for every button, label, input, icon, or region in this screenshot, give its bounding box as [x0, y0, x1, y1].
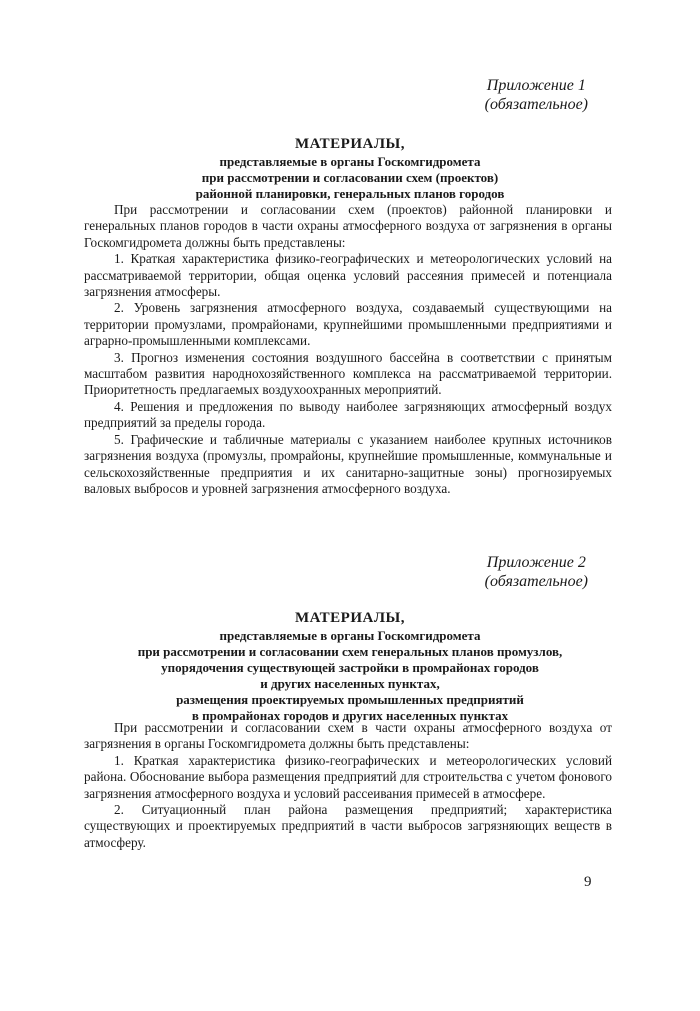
- appendix-1-subtitle-line: районной планировки, генеральных планов городов: [195, 186, 505, 201]
- appendix-2-paragraph: 1. Краткая характеристика физико-географических и метеорологических условий района. Обоснование выбора размещения предприятий для строительства с учетом фонового загрязнения атмосферного воздуха и условий рассеивания примесей в атмосфере.: [84, 752, 612, 801]
- appendix-1-label: Приложение 1: [486, 77, 586, 94]
- page-number: 9: [584, 874, 592, 890]
- appendix-2-subtitle-line: размещения проектируемых промышленных предприятий: [176, 692, 524, 707]
- appendix-1-paragraph: 1. Краткая характеристика физико-географических и метеорологических условий на рассматриваемой территории, общая оценка условий рассеяния примесей и потенциала загрязнения атмосферы.: [84, 251, 612, 300]
- appendix-1-subtitle-line: представляемые в органы Госкомгидромета: [219, 154, 481, 169]
- appendix-2-body: [84, 720, 612, 851]
- appendix-1-status: (обязательное): [484, 96, 588, 113]
- appendix-2-subtitle-line: представляемые в органы Госкомгидромета: [219, 628, 481, 643]
- appendix-2-label: Приложение 2: [486, 554, 586, 571]
- appendix-2-title: МАТЕРИАЛЫ,: [295, 610, 405, 626]
- appendix-1-paragraph: 5. Графические и табличные материалы с указанием наиболее крупных источников загрязнения воздуха (промузлы, промрайоны, крупнейшие промышленные, коммунальные и сельскохозяйственные предприятия и их санитарно-защитные зоны) прогнозируемых валовых выбросов и уровней загрязнения атмосферного воздуха.: [84, 431, 612, 496]
- appendix-2-subtitle-line: в промрайонах городов и других населенных пунктах: [191, 708, 509, 723]
- appendix-1-paragraph: При рассмотрении и согласовании схем (проектов) районной планировки и генеральных планов городов в части охраны атмосферного воздуха от загрязнения в органы Госкомгидромета должны быть представлены:: [84, 202, 612, 250]
- appendix-2-heading: [84, 609, 616, 724]
- appendix-2-label-block: [485, 553, 588, 591]
- appendix-2-subtitle-line: и других населенных пунктах,: [260, 676, 440, 691]
- appendix-1-paragraph: 4. Решения и предложения по выводу наиболее загрязняющих атмосферный воздух предприятий за пределы города.: [84, 398, 612, 431]
- appendix-2-status: (обязательное): [484, 573, 588, 590]
- appendix-1-label-block: [485, 76, 588, 114]
- appendix-1-subtitle-line: при рассмотрении и согласовании схем (проектов): [201, 170, 499, 185]
- appendix-2-paragraph: При рассмотрении и согласовании схем в части охраны атмосферного воздуха от загрязнения в органы Госкомгидромета должны быть представлены:: [84, 720, 612, 752]
- appendix-1-paragraph: 3. Прогноз изменения состояния воздушного бассейна в соответствии с принятым масштабом развития народнохозяйственного комплекса на рассматриваемой территории. Приоритетность предлагаемых воздухоохранных мероприятий.: [84, 349, 612, 398]
- appendix-1-title: МАТЕРИАЛЫ,: [295, 136, 405, 152]
- appendix-1-paragraph: 2. Уровень загрязнения атмосферного воздуха, создаваемый существующими на территории промузлами, промрайонами, крупнейшими промышленными предприятиями и аграрно-промышленными комплексами.: [84, 300, 612, 349]
- appendix-2-subtitle-line: при рассмотрении и согласовании схем генеральных планов промузлов,: [137, 644, 563, 659]
- appendix-2-paragraph: 2. Ситуационный план района размещения предприятий; характеристика существующих и проектируемых предприятий в части выбросов загрязняющих веществ в атмосферу.: [84, 802, 612, 850]
- appendix-2-subtitle-line: упорядочения существующей застройки в промрайонах городов: [161, 660, 539, 675]
- appendix-1-heading: [84, 135, 616, 202]
- appendix-1-body: [84, 202, 612, 497]
